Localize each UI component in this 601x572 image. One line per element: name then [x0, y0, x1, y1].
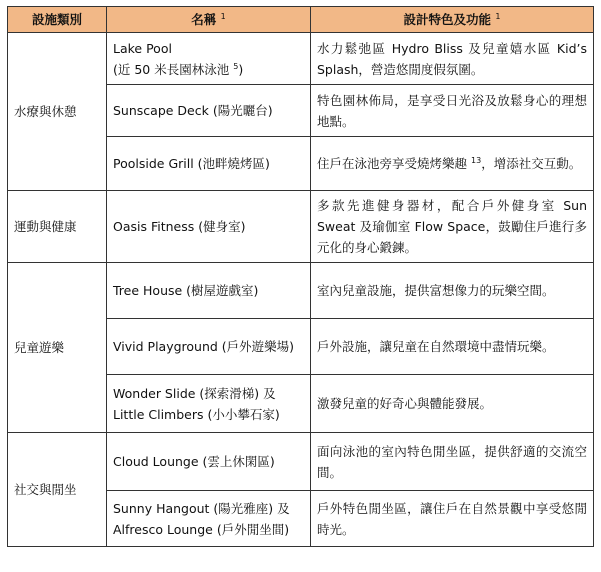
- facility-name-cell: Vivid Playground (戶外遊樂場): [107, 319, 311, 375]
- category-cell: 兒童遊樂: [8, 263, 107, 433]
- facility-name-cell: Poolside Grill (池畔燒烤區): [107, 137, 311, 191]
- facility-desc-cell: 戶外特色閒坐區，讓住戶在自然景觀中享受悠閒時光。: [311, 491, 594, 547]
- facility-desc-cell: 多款先進健身器材，配合戶外健身室 Sun Sweat 及瑜伽室 Flow Space，鼓勵住戶進行多元化的身心鍛鍊。: [311, 191, 594, 263]
- facility-name-cell: Lake Pool (近 50 米長園林泳池 $^5$): [107, 33, 311, 85]
- facility-name-cell: Wonder Slide (探索滑梯) 及 Little Climbers (小小攀石家): [107, 375, 311, 433]
- table-row: [8, 191, 594, 263]
- header-features: 設計特色及功能 $^1$: [311, 7, 594, 33]
- facility-name-cell: Sunny Hangout (陽光雅座) 及 Alfresco Lounge (戶外閒坐間): [107, 491, 311, 547]
- facility-desc-cell: 激發兒童的好奇心與體能發展。: [311, 375, 594, 433]
- category-cell: 社交與閒坐: [8, 433, 107, 547]
- header-name: 名稱 $^1$: [107, 7, 311, 33]
- facility-desc-cell: 水力鬆弛區 Hydro Bliss 及兒童嬉水區 Kid’s Splash，營造悠閒度假氛圍。: [311, 33, 594, 85]
- category-cell: 水療與休憩: [8, 33, 107, 191]
- facility-desc-cell: 戶外設施，讓兒童在自然環境中盡情玩樂。: [311, 319, 594, 375]
- table-row: [8, 433, 594, 491]
- facility-desc-cell: 特色園林佈局，是享受日光浴及放鬆身心的理想地點。: [311, 85, 594, 137]
- facility-name-cell: Oasis Fitness (健身室): [107, 191, 311, 263]
- category-cell: 運動與健康: [8, 191, 107, 263]
- facility-name-cell: Tree House (樹屋遊戲室): [107, 263, 311, 319]
- facility-desc-cell: 住戶在泳池旁享受燒烤樂趣 $^{13}$，增添社交互動。: [311, 137, 594, 191]
- table-header-row: [8, 7, 594, 33]
- facility-name-cell: Sunscape Deck (陽光曬台): [107, 85, 311, 137]
- facilities-table: [7, 6, 594, 547]
- facility-desc-cell: 面向泳池的室內特色閒坐區，提供舒適的交流空間。: [311, 433, 594, 491]
- table-row: [8, 263, 594, 319]
- header-category: 設施類別: [8, 7, 107, 33]
- table-row: [8, 33, 594, 85]
- facility-desc-cell: 室內兒童設施，提供富想像力的玩樂空間。: [311, 263, 594, 319]
- facility-name-cell: Cloud Lounge (雲上休閑區): [107, 433, 311, 491]
